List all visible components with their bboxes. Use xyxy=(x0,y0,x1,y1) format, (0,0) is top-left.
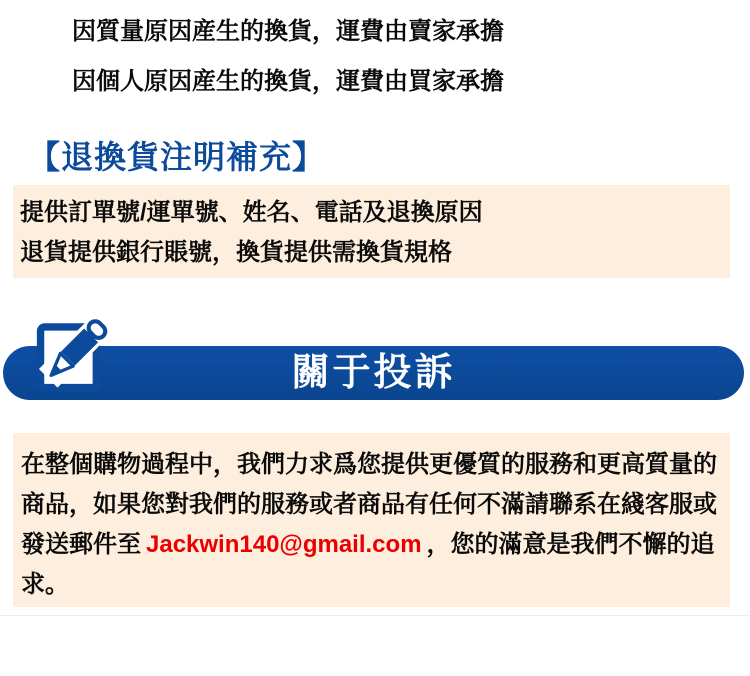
pencil-edit-icon xyxy=(34,312,116,396)
supplement-heading: 【退換貨注明補充】 xyxy=(28,139,326,175)
email-line-prefix: 發送郵件至 xyxy=(21,531,141,558)
email-link[interactable]: Jackwin140@gmail.com xyxy=(146,531,422,558)
section-divider xyxy=(0,615,750,616)
supplement-line-order-info: 提供訂單號/運單號、姓名、電話及退換原因 xyxy=(20,199,483,226)
complaint-line-1: 在整個購物過程中，我們力求爲您提供更優質的服務和更高質量的 xyxy=(21,451,717,478)
supplement-panel xyxy=(13,185,730,278)
policy-line-seller-pays: 因質量原因産生的換貨，運費由賣家承擔 xyxy=(72,18,504,45)
email-line-suffix: ，您的滿意是我們不懈的追求。 xyxy=(21,531,715,598)
policy-line-buyer-pays: 因個人原因産生的換貨，運費由買家承擔 xyxy=(72,68,504,95)
complaint-banner-title: 關于投訴 xyxy=(291,352,456,394)
supplement-line-bank-info: 退貨提供銀行賬號，換貨提供需換貨規格 xyxy=(20,239,452,266)
complaint-panel xyxy=(13,433,730,607)
complaint-line-2: 商品，如果您對我們的服務或者商品有任何不滿請聯系在綫客服或 xyxy=(21,491,717,518)
complaint-line-email xyxy=(21,525,724,605)
